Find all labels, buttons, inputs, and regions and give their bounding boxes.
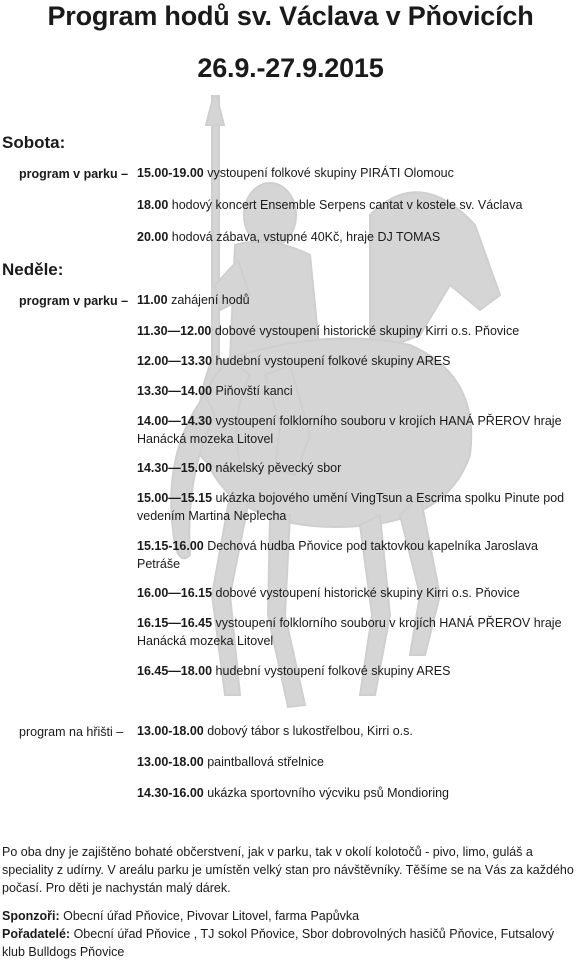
schedule-item: 15.15-16.00 Dechová hudba Pňovice pod taktovkou kapelníka Jaroslava Petráše [137,539,538,571]
schedule-item: 14.00—14.30 vystoupení folklorního souboru v krojích HANÁ PŘEROV hraje Hanácká mozeka Litovel [137,414,562,446]
schedule-item: 20.00 hodová zábava, vstupné 40Kč, hraje DJ TOMAS [137,230,441,244]
schedule-item: 13.00-18.00 dobový tábor s lukostřelbou, Kirri o.s. [137,724,413,738]
schedule-item: 13.30—14.00 Piňovští kanci [137,384,293,398]
schedule-item: 18.00 hodový koncert Ensemble Serpens cantat v kostele sv. Václava [137,198,523,212]
refreshments-info: Po oba dny je zajištěno bohaté občerstvení, jak v parku, tak v okolí kolotočů - pivo, limo, guláš a speciality z udírny. V areálu parku je umístěn velký stan pro návštěvníky. Těšíme se na Vás za každého počasí. Pro děti je nachystán malý dárek. [2,845,574,895]
schedule-item: 12.00—13.30 hudební vystoupení folkové skupiny ARES [137,354,451,368]
schedule-item: 11.00 zahájení hodů [137,293,250,307]
schedule-item: 14.30-16.00 ukázka sportovního výcviku psů Mondioring [137,786,449,800]
organizers-line: Pořadatelé: Obecní úřad Pňovice , TJ sokol Pňovice, Sbor dobrovolných hasičů Pňovice, Futsalový klub Bulldogs Pňovice [2,927,555,959]
page-title: Program hodů sv. Václava v Pňovicích [47,1,534,31]
schedule-item: 14.30—15.00 nákelský pěvecký sbor [137,461,342,475]
sunday-heading: Neděle: [2,260,64,279]
sponsors-line: Sponzoři: Obecní úřad Pňovice, Pivovar Litovel, farma Papůvka [2,909,360,923]
schedule-item: 11.30—12.00 dobové vystoupení historické skupiny Kirri o.s. Pňovice [137,324,520,338]
schedule-item: 13.00-18.00 paintballová střelnice [137,755,324,769]
event-dates: 26.9.-27.9.2015 [197,53,384,83]
saturday-park-label: program v parku – [19,167,129,181]
schedule-item: 16.45—18.00 hudební vystoupení folkové skupiny ARES [137,664,451,678]
schedule-item: 15.00-19.00 vystoupení folkové skupiny PIRÁTI Olomouc [137,166,454,180]
sunday-park-label: program v parku – [19,294,129,308]
schedule-item: 15.00—15.15 ukázka bojového umění VingTsun a Escrima spolku Pinute pod vedením Martina Neplecha [137,491,565,523]
sunday-field-label: program na hřišti – [19,725,124,739]
schedule-item: 16.15—16.45 vystoupení folklorního souboru v krojích HANÁ PŘEROV hraje Hanácká mozeka Litovel [137,616,562,648]
saturday-heading: Sobota: [2,133,66,152]
schedule-item: 16.00—16.15 dobové vystoupení historické skupiny Kirri o.s. Pňovice [137,586,520,600]
